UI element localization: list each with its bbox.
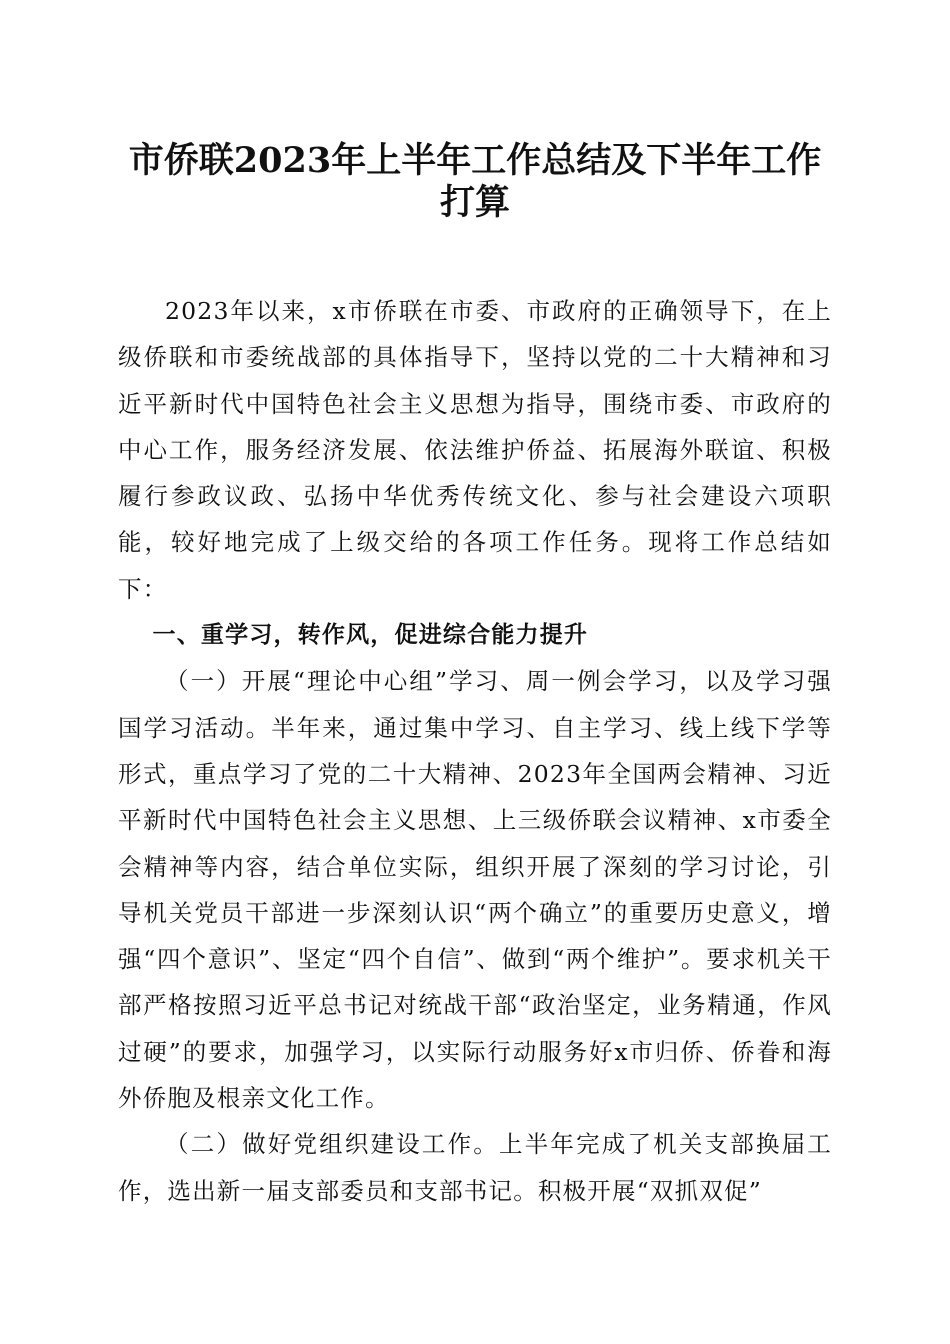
title-line-1: 市侨联2023年上半年工作总结及下半年工作 — [128, 140, 822, 181]
title-line-2: 打算 — [439, 182, 510, 223]
item-1-body: 半年来，通过集中学习、自主学习、线上线下学等形式，重点学习了党的二十大精神、2023年全国两会精神、习近平新时代中国特色社会主义思想、上三级侨联会议精神、x市委全会精神等内容，结合单位实际，组织开展了深刻的学习讨论，引导机关党员干部进一步深刻认识“两个确立”的重要历史意义，增强“四个意识”、坚定“四个自信”、做到“两个维护”。要求机关干部严格按照习近平总书记对统战干部“政治坚定，业务精通，作风过硬”的要求，加强学习，以实际行动服务好x市归侨、侨眷和海外侨胞及根亲文化工作。 — [118, 713, 833, 1113]
document-body — [118, 288, 832, 1214]
document-title — [118, 140, 832, 224]
intro-paragraph: 2023年以来，x市侨联在市委、市政府的正确领导下，在上级侨联和市委统战部的具体指导下，坚持以党的二十大精神和习近平新时代中国特色社会主义思想为指导，围绕市委、市政府的中心工作，服务经济发展、依法维护侨益、拓展海外联谊、积极履行参政议政、弘扬中华优秀传统文化、参与社会建设六项职能，较好地完成了上级交给的各项工作任务。现将工作总结如下： — [118, 297, 832, 603]
item-2-paragraph — [118, 1121, 832, 1214]
item-1-paragraph — [118, 658, 832, 1121]
document-page — [118, 140, 832, 1214]
item-2-lead: （二）做好党组织建设工作。 — [165, 1130, 499, 1159]
item-1-lead: （一）开展“理论中心组”学习、周一例会学习，以及学习强国学习活动。 — [118, 667, 832, 742]
section-1-heading: 一、重学习，转作风，促进综合能力提升 — [152, 622, 589, 649]
item-2-body: 上半年完成了机关支部换届工作，选出新一届支部委员和支部书记。积极开展“双抓双促” — [118, 1130, 832, 1205]
